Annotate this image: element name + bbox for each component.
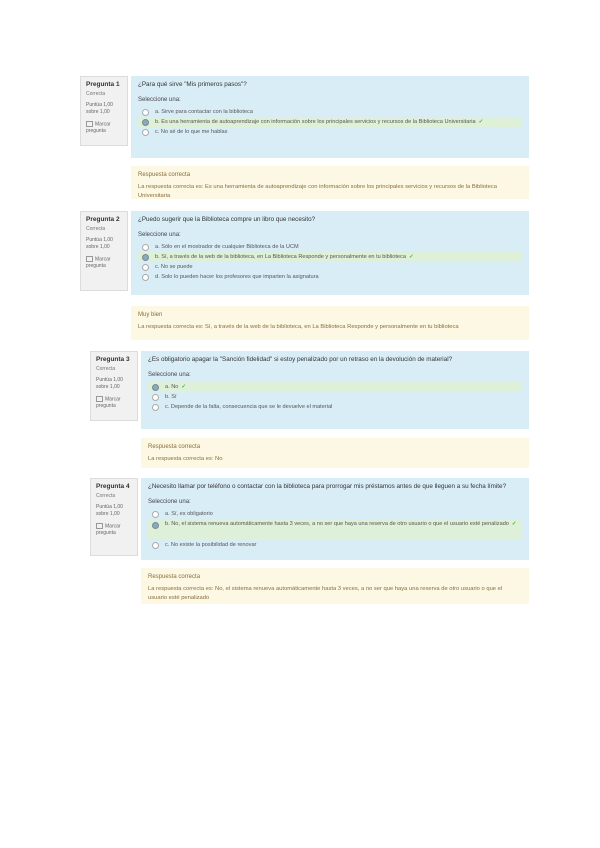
feedback-box-3 bbox=[141, 438, 529, 468]
feedback-title: Respuesta correcta bbox=[148, 574, 201, 580]
answer-option-b[interactable] bbox=[148, 519, 522, 540]
option-label: c. No se puede bbox=[155, 264, 193, 270]
question-text: ¿Puedo sugerir que la Biblioteca compre un libro que necesito? bbox=[138, 216, 316, 223]
answer-option-c[interactable] bbox=[138, 262, 522, 272]
feedback-box-2 bbox=[131, 306, 529, 340]
question-grade: Puntúa 1,00 sobre 1,00 bbox=[96, 377, 123, 390]
option-label: b. Sí bbox=[165, 394, 177, 400]
feedback-text: La respuesta correcta es: Es una herramienta de autoaprendizaje con información sobre los principales servicios y recursos de la Biblioteca Universitaria bbox=[138, 184, 497, 199]
answer-prompt: Seleccione una: bbox=[138, 232, 181, 238]
radio-button[interactable] bbox=[142, 109, 149, 116]
radio-button[interactable] bbox=[142, 244, 149, 251]
flag-icon bbox=[96, 396, 103, 402]
checkmark-icon: ✓ bbox=[511, 521, 517, 527]
option-label: a. Sí, es obligatorio bbox=[165, 511, 213, 517]
question-grade: Puntúa 1,00 sobre 1,00 bbox=[96, 504, 123, 517]
answer-prompt: Seleccione una: bbox=[148, 499, 191, 505]
answer-prompt: Seleccione una: bbox=[138, 97, 181, 103]
answer-option-a[interactable] bbox=[148, 382, 522, 392]
option-label: b. Es una herramienta de autoaprendizaje con información sobre los principales servicios y recursos de la Biblioteca Universitaria bbox=[155, 119, 476, 125]
question-text: ¿Es obligatorio apagar la "Sanción fidelidad" si estoy penalizado por un retraso en la devolución de material? bbox=[148, 356, 453, 363]
checkmark-icon: ✓ bbox=[408, 254, 414, 260]
flag-label: Marcar pregunta bbox=[86, 121, 111, 135]
question-box-2 bbox=[131, 211, 529, 295]
flag-question-link[interactable] bbox=[96, 396, 132, 410]
question-text: ¿Para qué sirve "Mis primeros pasos"? bbox=[138, 81, 247, 88]
radio-button[interactable] bbox=[152, 542, 159, 549]
radio-button[interactable] bbox=[152, 384, 159, 391]
option-label: b. No, el sistema renueva automáticamente hasta 3 veces, a no ser que haya una reserva de otro usuario o que el usuario esté penalizado ✓ bbox=[165, 521, 517, 527]
question-number: Pregunta 3 bbox=[96, 356, 130, 363]
radio-button[interactable] bbox=[152, 404, 159, 411]
flag-icon bbox=[86, 256, 93, 262]
feedback-text: La respuesta correcta es: No, el sistema renueva automáticamente hasta 3 veces, a no ser que haya una reserva de otro usuario o que el usuario esté penalizado bbox=[148, 586, 503, 601]
question-text: ¿Necesito llamar por teléfono o contactar con la biblioteca para prorrogar mis préstamos antes de que lleguen a su fecha límite? bbox=[148, 483, 507, 490]
flag-label: Marcar pregunta bbox=[86, 256, 111, 270]
question-number: Pregunta 2 bbox=[86, 216, 120, 223]
feedback-title: Muy bien bbox=[138, 312, 163, 318]
option-label: a. Sirve para contactar con la biblioteca bbox=[155, 109, 253, 115]
flag-question-link[interactable] bbox=[96, 523, 132, 537]
option-label: c. No existe la posibilidad de renovar bbox=[165, 542, 257, 548]
answer-option-a[interactable] bbox=[138, 242, 522, 252]
feedback-text: La respuesta correcta es: No bbox=[148, 456, 223, 462]
flag-label: Marcar pregunta bbox=[96, 396, 121, 410]
answer-option-b[interactable] bbox=[138, 252, 522, 262]
radio-button[interactable] bbox=[142, 264, 149, 271]
question-info-2 bbox=[80, 211, 128, 291]
radio-button[interactable] bbox=[142, 274, 149, 281]
feedback-text: La respuesta correcta es: Sí, a través de la web de la biblioteca, en La Biblioteca Responde y personalmente en tu biblioteca bbox=[138, 324, 459, 330]
question-box-4 bbox=[141, 478, 529, 560]
radio-button[interactable] bbox=[152, 511, 159, 518]
option-label: a. Sólo en el mostrador de cualquier Biblioteca de la UCM bbox=[155, 244, 299, 250]
radio-button[interactable] bbox=[142, 254, 149, 261]
radio-button[interactable] bbox=[152, 394, 159, 401]
flag-label: Marcar pregunta bbox=[96, 523, 121, 537]
radio-button[interactable] bbox=[142, 129, 149, 136]
answer-option-a[interactable] bbox=[148, 509, 522, 519]
answer-option-a[interactable] bbox=[138, 107, 522, 117]
option-label: b. Sí, a través de la web de la biblioteca, en La Biblioteca Responde y personalmente en tu biblioteca bbox=[155, 254, 406, 260]
question-grade: Puntúa 1,00 sobre 1,00 bbox=[86, 237, 113, 250]
option-label: d. Solo lo pueden hacer los profesores que imparten la asignatura bbox=[155, 274, 319, 280]
question-info-1 bbox=[80, 76, 128, 146]
question-info-3 bbox=[90, 351, 138, 421]
question-status: Correcta bbox=[96, 493, 116, 499]
flag-icon bbox=[86, 121, 93, 127]
option-label: c. No sé de lo que me hablas bbox=[155, 129, 228, 135]
feedback-title: Respuesta correcta bbox=[148, 444, 201, 450]
answer-option-c[interactable] bbox=[138, 127, 522, 137]
option-label: c. Depende de la falta, consecuencia que se le devuelve el material bbox=[165, 404, 333, 410]
question-status: Correcta bbox=[86, 226, 106, 232]
question-grade: Puntúa 1,00 sobre 1,00 bbox=[86, 102, 113, 115]
feedback-title: Respuesta correcta bbox=[138, 172, 191, 178]
question-number: Pregunta 1 bbox=[86, 81, 120, 88]
answer-option-b[interactable] bbox=[138, 117, 522, 127]
flag-icon bbox=[96, 523, 103, 529]
feedback-box-4 bbox=[141, 568, 529, 604]
radio-button[interactable] bbox=[142, 119, 149, 126]
question-box-1 bbox=[131, 76, 529, 158]
answer-prompt: Seleccione una: bbox=[148, 372, 191, 378]
radio-button[interactable] bbox=[152, 522, 159, 529]
feedback-box-1 bbox=[131, 166, 529, 199]
answer-option-d[interactable] bbox=[138, 272, 522, 282]
question-status: Correcta bbox=[96, 366, 116, 372]
flag-question-link[interactable] bbox=[86, 121, 122, 135]
flag-question-link[interactable] bbox=[86, 256, 122, 270]
answer-option-b[interactable] bbox=[148, 392, 522, 402]
question-info-4 bbox=[90, 478, 138, 556]
question-number: Pregunta 4 bbox=[96, 483, 130, 490]
answer-option-c[interactable] bbox=[148, 540, 522, 550]
question-status: Correcta bbox=[86, 91, 106, 97]
option-label: a. No bbox=[165, 384, 179, 390]
answer-option-c[interactable] bbox=[148, 402, 522, 412]
checkmark-icon: ✓ bbox=[181, 384, 187, 390]
checkmark-icon: ✓ bbox=[478, 119, 484, 125]
question-box-3 bbox=[141, 351, 529, 429]
